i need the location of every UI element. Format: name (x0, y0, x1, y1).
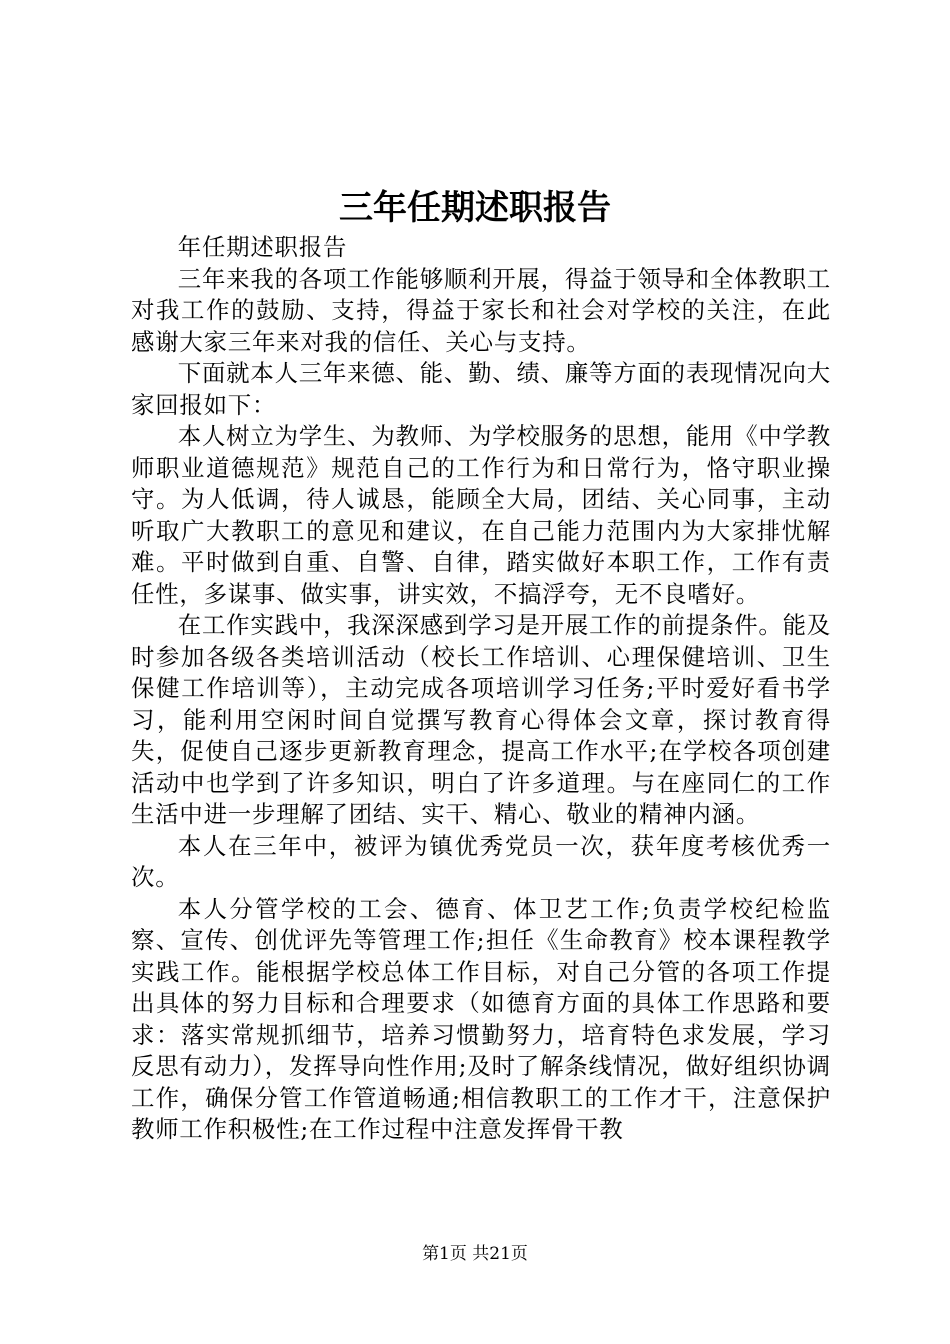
body-paragraph: 三年来我的各项工作能够顺利开展，得益于领导和全体教职工对我工作的鼓励、支持，得益于家长和社会对学校的关注，在此感谢大家三年来对我的信任、关心与支持。 (131, 264, 831, 356)
page-footer: 第1页 共21页 (422, 1244, 528, 1264)
body-paragraph: 本人在三年中，被评为镇优秀党员一次，获年度考核优秀一次。 (131, 831, 831, 891)
body-paragraph: 年任期述职报告 (177, 233, 348, 261)
body-paragraph: 本人树立为学生、为教师、为学校服务的思想，能用《中学教师职业道德规范》规范自己的工作行为和日常行为，恪守职业操守。为人低调，待人诚恳，能顾全大局，团结、关心同事，主动听取广大教职工的意见和建议，在自己能力范围内为大家排忧解难。平时做到自重、自警、自律，踏实做好本职工作，工作有责任性，多谋事、做实事，讲实效，不搞浮夸，无不良嗜好。 (131, 422, 831, 608)
body-paragraph: 本人分管学校的工会、德育、体卫艺工作;负责学校纪检监察、宣传、创优评先等管理工作;担任《生命教育》校本课程教学实践工作。能根据学校总体工作目标，对自己分管的各项工作提出具体的努力目标和合理要求（如德育方面的具体工作思路和要求：落实常规抓细节，培养习惯勤努力，培育特色求发展，学习反思有动力），发挥导向性作用;及时了解条线情况，做好组织协调工作，确保分管工作管道畅通;相信教职工的工作才干，注意保护教师工作积极性;在工作过程中注意发挥骨干教 (131, 894, 831, 1143)
body-paragraph: 下面就本人三年来德、能、勤、绩、廉等方面的表现情况向大家回报如下： (131, 359, 831, 419)
document-body (131, 232, 831, 1146)
document-title: 三年任期述职报告 (339, 188, 611, 228)
body-paragraph: 在工作实践中，我深深感到学习是开展工作的前提条件。能及时参加各级各类培训活动（校长工作培训、心理保健培训、卫生保健工作培训等），主动完成各项培训学习任务;平时爱好看书学习，能利用空闲时间自觉撰写教育心得体会文章，探讨教育得失，促使自己逐步更新教育理念，提高工作水平;在学校各项创建活动中也学到了许多知识，明白了许多道理。与在座同仁的工作生活中进一步理解了团结、实干、精心、敬业的精神内涵。 (131, 611, 831, 828)
